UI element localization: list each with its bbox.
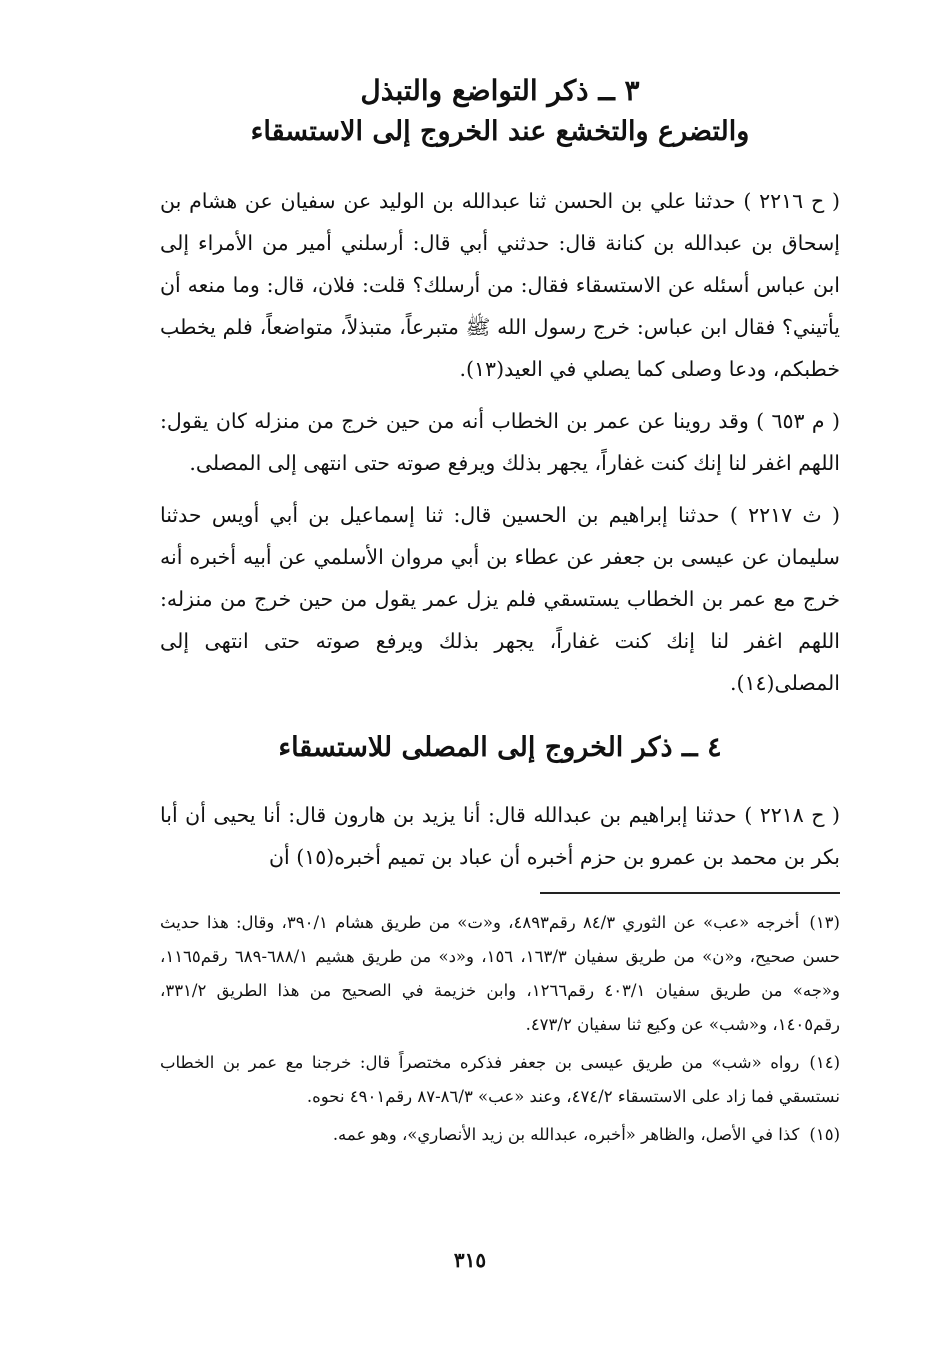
footnote-15	[160, 1118, 840, 1152]
hadith-2216-paragraph: ( ح ٢٢١٦ ) حدثنا علي بن الحسن ثنا عبدالله بن الوليد عن سفيان عن هشام بن إسحاق بن عبدالله بن كنانة قال: حدثني أبي قال: أرسلني أمير من الأمراء إلى ابن عباس أسئله عن الاستسقاء فقال: من أرسلك؟ قلت: فلان، قال: وما منعه أن يأتيني؟ فقال ابن عباس: خرج رسول الله ﷺ متبرعاً، متبذلاً، متواضعاً، فلم يخطب خطبكم، ودعا وصلى كما يصلي في العيد(١٣).	[160, 189, 840, 381]
hadith-2218-paragraph: ( ح ٢٢١٨ ) حدثنا إبراهيم بن عبدالله قال: أنا يزيد بن هارون قال: أنا يحيى أن أبا بكر بن محمد بن عمرو بن حزم أخبره أن عباد بن تميم أخبره(١٥) أن	[160, 803, 841, 869]
footnote-13-text: أخرجه «عب» عن الثوري ٨٤/٣ رقم٤٨٩٣، و«ت» من طريق هشام ٣٩٠/١، وقال: هذا حديث حسن صحيح، و«ن» من طريق سفيان ١٦٣/٣، ١٥٦، و«د» من طريق هشيم ٦٨٨/١-٦٨٩ رقم١١٦٥، و«جه» من طريق سفيان ٤٠٣/١ رقم١٢٦٦، وابن خزيمة في الصحيح من هذا الطريق ٣٣١/٢، رقم١٤٠٥، و«شب» عن وكيع ثنا سفيان ٤٧٣/٢.	[160, 913, 840, 1034]
footnote-13	[160, 906, 840, 1042]
athar-653-paragraph: ( م ٦٥٣ ) وقد روينا عن عمر بن الخطاب أنه من حين خرج من منزله كان يقول: اللهم اغفر لنا إنك كنت غفاراً، يجهر بذلك ويرفع صوته حتى انتهى إلى المصلى.	[160, 409, 840, 475]
footnote-15-marker: (١٥)	[809, 1125, 840, 1144]
section-3-body	[160, 180, 840, 704]
document-page	[160, 70, 840, 1152]
section-3-title-line-2: والتضرع والتخشع عند الخروج إلى الاستسقاء	[250, 116, 750, 147]
footnote-14-text: رواه «شب» من طريق عيسى بن جعفر فذكره مختصراً قال: خرجنا مع عمر بن الخطاب نستسقي فما زاد على الاستسقاء ٤٧٤/٢، وعند «عب» ٨٦/٣-٨٧ رقم٤٩٠١ نحوه.	[160, 1053, 840, 1106]
footnote-14-marker: (١٤)	[809, 1053, 840, 1072]
footnote-13-marker: (١٣)	[809, 913, 840, 932]
footnote-14	[160, 1046, 840, 1114]
page-number: ٣١٥	[453, 1248, 487, 1272]
section-4-body	[160, 794, 840, 878]
section-3-title-line-1: ٣ ــ ذكر التواضع والتبذل	[360, 74, 640, 107]
section-3-heading	[160, 70, 840, 152]
section-4-heading: ٤ ــ ذكر الخروج إلى المصلى للاستسقاء	[278, 732, 722, 763]
footnote-divider	[540, 892, 840, 894]
footnote-15-text: كذا في الأصل، والظاهر «أخبره، عبدالله بن زيد الأنصاري»، وهو عمه.	[332, 1125, 800, 1144]
athar-2217-paragraph: ( ث ٢٢١٧ ) حدثنا إبراهيم بن الحسين قال: ثنا إسماعيل بن أبي أويس حدثنا سليمان عن عيسى بن جعفر عن عطاء بن أبي مروان الأسلمي عن أبيه أخبره أنه خرج مع عمر بن الخطاب يستسقي فلم يزل عمر يقول من حين خرج من منزله: اللهم اغفر لنا إنك كنت غفاراً، يجهر بذلك ويرفع صوته حتى انتهى إلى المصلى(١٤).	[160, 503, 840, 695]
footnotes	[160, 906, 840, 1152]
